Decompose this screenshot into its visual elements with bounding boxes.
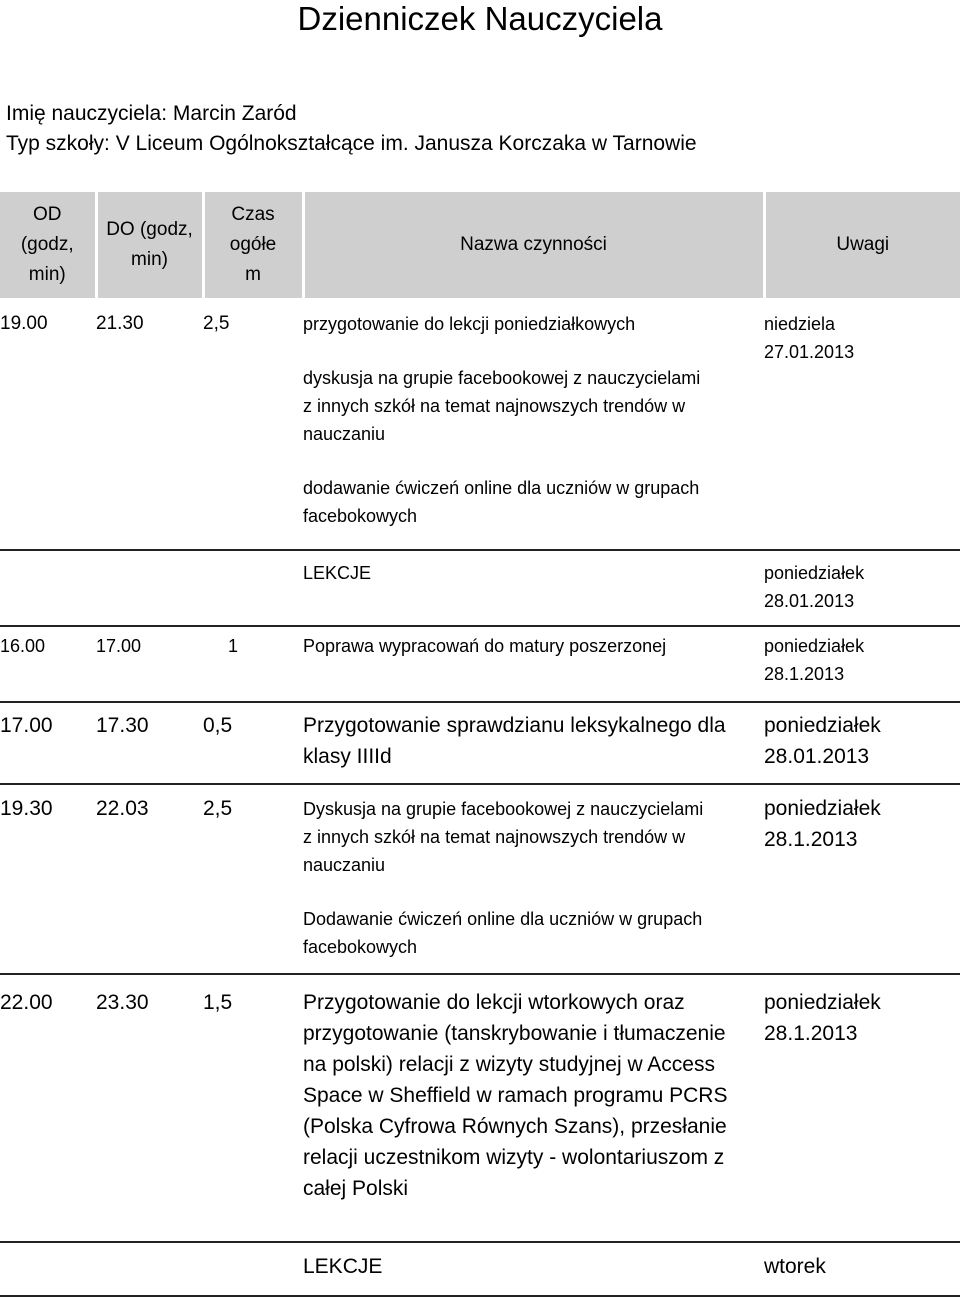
cell-from bbox=[0, 550, 96, 626]
cell-to bbox=[96, 550, 203, 626]
table-row bbox=[0, 784, 960, 974]
header-to: DO (godz, min) bbox=[96, 192, 203, 298]
cell-from: 19.30 bbox=[0, 784, 96, 974]
cell-from: 17.00 bbox=[0, 702, 96, 784]
table-row bbox=[0, 550, 960, 626]
header-from: OD (godz, min) bbox=[0, 192, 96, 298]
cell-note: poniedziałek 28.1.2013 bbox=[764, 974, 960, 1242]
cell-note: wtorek bbox=[764, 1242, 960, 1296]
cell-activity: Poprawa wypracowań do matury poszerzonej bbox=[303, 626, 764, 702]
cell-to: 17.30 bbox=[96, 702, 203, 784]
cell-note: poniedziałek 28.01.2013 bbox=[764, 550, 960, 626]
cell-to: 21.30 bbox=[96, 313, 144, 334]
cell-total: 2,5 bbox=[203, 784, 303, 974]
cell-total bbox=[203, 550, 303, 626]
cell-from: 22.00 bbox=[0, 974, 96, 1242]
cell-to: 17.00 bbox=[96, 626, 203, 702]
cell-from bbox=[0, 1242, 96, 1296]
cell-total: 0,5 bbox=[203, 702, 303, 784]
table-row bbox=[0, 298, 960, 550]
cell-activity: Przygotowanie sprawdzianu leksykalnego dla klasy IIIId bbox=[303, 702, 764, 784]
cell-total bbox=[203, 1242, 303, 1296]
header-notes: Uwagi bbox=[764, 192, 960, 298]
cell-total: 1 bbox=[203, 626, 303, 702]
cell-from: 16.00 bbox=[0, 626, 96, 702]
cell-activity: Przygotowanie do lekcji wtorkowych oraz przygotowanie (tanskrybowanie i tłumaczenie na polski) relacji z wizyty studyjnej w Access Space w Sheffield w ramach programu PCRS (Polska Cyfrowa Równych Szans), przesłanie relacji uczestnikom wizyty - wolontariuszom z całej Polski bbox=[303, 974, 764, 1242]
table-row bbox=[0, 626, 960, 702]
header-activity: Nazwa czynności bbox=[303, 192, 764, 298]
cell-to: 22.03 bbox=[96, 784, 203, 974]
table-row bbox=[0, 702, 960, 784]
cell-to bbox=[96, 1242, 203, 1296]
cell-note: poniedziałek 28.1.2013 bbox=[764, 784, 960, 974]
cell-activity: LEKCJE bbox=[303, 550, 764, 626]
cell-from: 19.00 bbox=[0, 313, 48, 334]
cell-note: poniedziałek 28.1.2013 bbox=[764, 626, 960, 702]
cell-activity: LEKCJE bbox=[303, 1242, 764, 1296]
table-row bbox=[0, 1242, 960, 1296]
cell-total: 2,5 bbox=[203, 313, 230, 334]
school-type: Typ szkoły: V Liceum Ogólnokształcące im. Janusza Korczaka w Tarnowie bbox=[6, 132, 697, 155]
cell-activity: Dyskusja na grupie facebookowej z nauczycielami z innych szkół na temat najnowszych trendów w nauczaniu Dodawanie ćwiczeń online dla uczniów w grupach facebokowych bbox=[303, 784, 764, 974]
cell-note: niedziela 27.01.2013 bbox=[764, 314, 855, 362]
activity-log-table bbox=[0, 192, 960, 1297]
cell-total: 1,5 bbox=[203, 974, 303, 1242]
cell-to: 23.30 bbox=[96, 974, 203, 1242]
document-title: Dzienniczek Nauczyciela bbox=[297, 0, 663, 37]
table-header-row bbox=[0, 192, 960, 298]
cell-note: poniedziałek 28.01.2013 bbox=[764, 702, 960, 784]
header-total-time: Czas ogółe m bbox=[203, 192, 303, 298]
table-row bbox=[0, 974, 960, 1242]
cell-activity: przygotowanie do lekcji poniedziałkowych dyskusja na grupie facebookowej z nauczycielami z innych szkół na temat najnowszych trendów w nauczaniu dodawanie ćwiczeń online dla uczniów w grupach facebokowych bbox=[303, 314, 701, 526]
teacher-name: Imię nauczyciela: Marcin Zaród bbox=[6, 102, 297, 125]
